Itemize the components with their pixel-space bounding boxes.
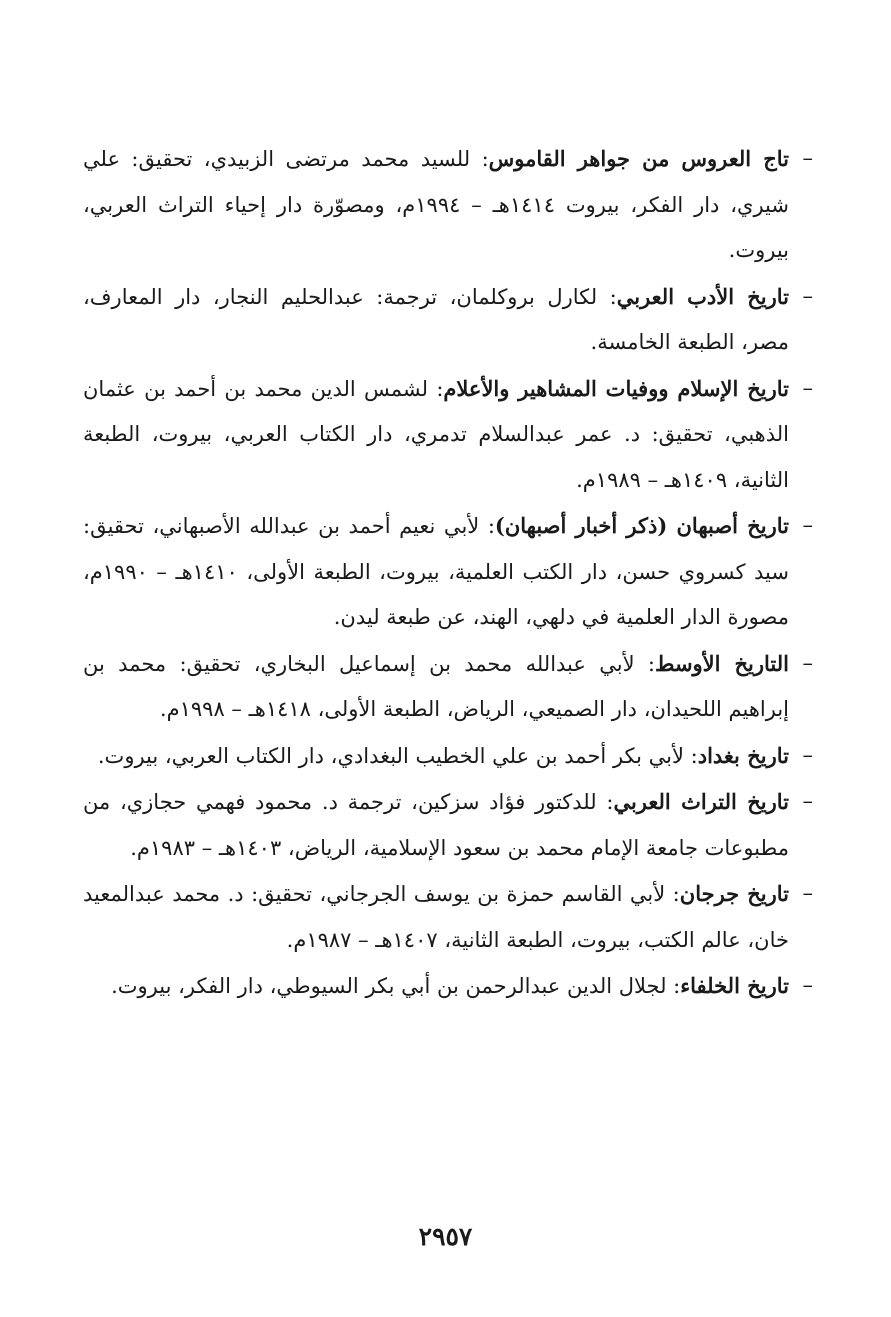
entry-text: : لأبي نعيم أحمد بن عبدالله الأصبهاني، تحقيق: سيد كسروي حسن، دار الكتب العلمية، بيروت، الطبعة الأولى، ١٤١٠هـ – ١٩٩٠م، مصورة الدار العلمية في دلهي، الهند، عن طبعة ليدن. xyxy=(83,514,789,629)
entry-title: تاريخ الخلفاء xyxy=(680,973,789,998)
entry-title: تاريخ بغداد xyxy=(697,742,789,768)
page-number: ٢٩٥٧ xyxy=(418,1222,473,1251)
entry-title: تاريخ الأدب العربي xyxy=(616,283,789,309)
entry-title: التاريخ الأوسط xyxy=(655,650,789,676)
entry-dash: – xyxy=(802,789,813,813)
entry-title: تاريخ جرجان xyxy=(679,881,789,906)
bibliography-list xyxy=(83,136,813,1010)
bibliography-entry xyxy=(83,779,813,871)
entry-dash: – xyxy=(802,973,813,997)
entry-dash: – xyxy=(802,283,813,308)
bibliography-entry xyxy=(83,733,813,780)
entry-title: تاريخ التراث العربي xyxy=(613,789,790,814)
entry-dash: – xyxy=(802,146,813,170)
entry-dash: – xyxy=(802,375,813,400)
entry-dash: – xyxy=(802,881,813,905)
bibliography-entry xyxy=(83,641,813,733)
bibliography-entry xyxy=(83,503,813,641)
entry-text: : للسيد محمد مرتضى الزبيدي، تحقيق: علي شيري، دار الفكر، بيروت ١٤١٤هـ – ١٩٩٤م، ومصوّرة دار إحياء التراث العربي، بيروت. xyxy=(83,147,789,262)
entry-title: تاج العروس من جواهر القاموس xyxy=(488,146,789,171)
bibliography-entry xyxy=(83,274,813,366)
entry-title: تاريخ أصبهان (ذكر أخبار أصبهان) xyxy=(494,513,789,538)
entry-text: : لأبي القاسم حمزة بن يوسف الجرجاني، تحقيق: د. محمد عبدالمعيد خان، عالم الكتب، بيروت، الطبعة الثانية، ١٤٠٧هـ – ١٩٨٧م. xyxy=(83,882,789,952)
entry-text: : للدكتور فؤاد سزكين، ترجمة د. محمود فهمي حجازي، من مطبوعات جامعة الإمام محمد بن سعود الإسلامية، الرياض، ١٤٠٣هـ – ١٩٨٣م. xyxy=(83,790,789,860)
entry-text: : لأبي عبدالله محمد بن إسماعيل البخاري، تحقيق: محمد بن إبراهيم اللحيدان، دار الصميعي، الرياض، الطبعة الأولى، ١٤١٨هـ – ١٩٩٨م. xyxy=(83,651,789,721)
entry-text: : لشمس الدين محمد بن أحمد بن عثمان الذهبي، تحقيق: د. عمر عبدالسلام تدمري، دار الكتاب العربي، بيروت، الطبعة الثانية، ١٤٠٩هـ – ١٩٨٩م. xyxy=(83,376,789,492)
entry-dash: – xyxy=(802,742,813,767)
entry-text: : لأبي بكر أحمد بن علي الخطيب البغدادي، دار الكتاب العربي، بيروت. xyxy=(97,743,698,768)
bibliography-entry xyxy=(83,963,813,1010)
entry-dash: – xyxy=(802,650,813,675)
entry-dash: – xyxy=(802,513,813,537)
bibliography-entry xyxy=(83,366,813,504)
bibliography-entry xyxy=(83,871,813,963)
entry-title: تاريخ الإسلام ووفيات المشاهير والأعلام xyxy=(443,375,789,401)
bibliography-entry xyxy=(83,136,813,274)
entry-text: : لكارل بروكلمان، ترجمة: عبدالحليم النجار، دار المعارف، مصر، الطبعة الخامسة. xyxy=(83,284,789,354)
entry-text: : لجلال الدين عبدالرحمن بن أبي بكر السيوطي، دار الفكر، بيروت. xyxy=(111,974,681,998)
